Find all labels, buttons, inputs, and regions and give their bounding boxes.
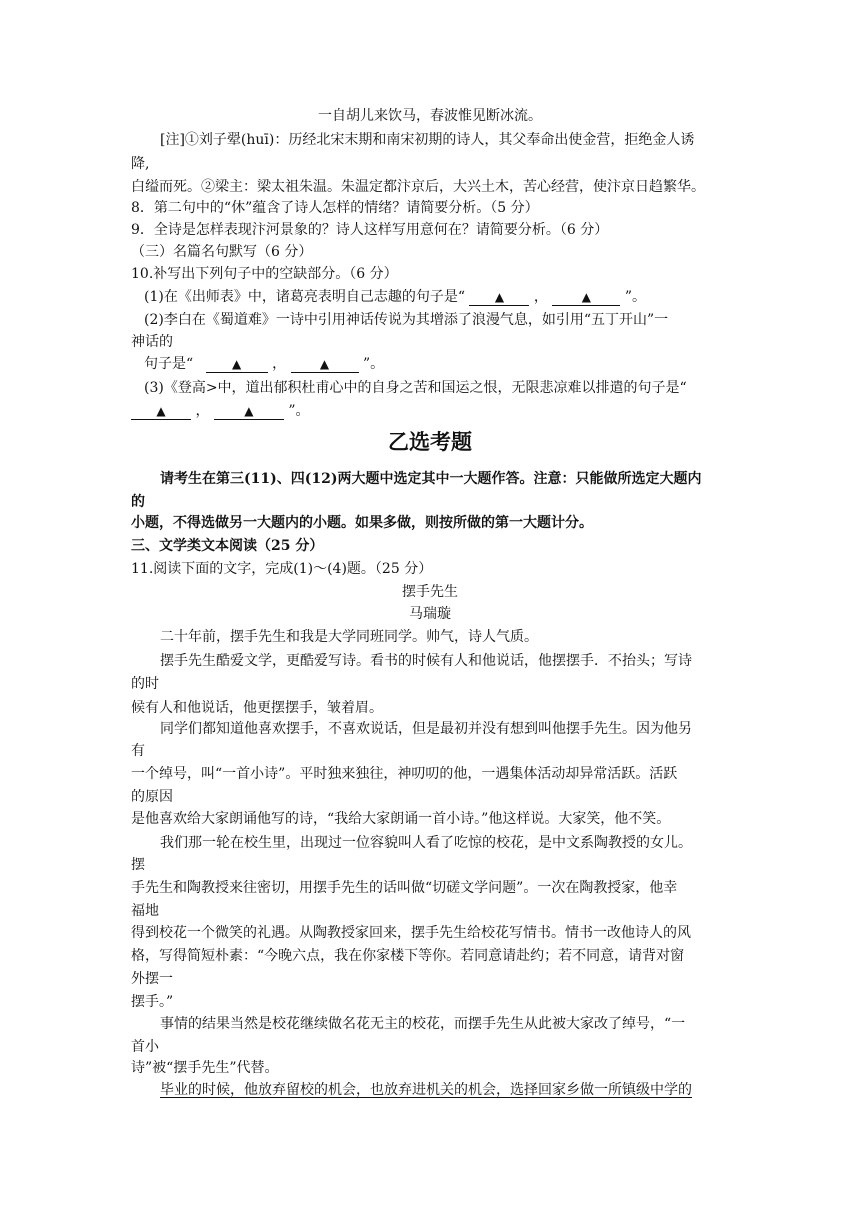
article-line: 我们那一轮在校生里，出现过一位容貌叫人看了吃惊的校花，是中文系陶教授的女儿。	[160, 835, 692, 851]
item3-suffix: ”。	[288, 403, 310, 419]
note-line-2: 白缢而死。②梁主：梁太祖朱温。朱温定都汴京后，大兴土木，苦心经营，使汴京日趋繁华。	[131, 179, 705, 195]
article-line: 摆手。”	[131, 994, 174, 1010]
question-11: 11.阅读下面的文字，完成(1)～(4)题。（25 分）	[131, 561, 433, 577]
question-10-item-3-line-1: (3)《登高>中，道出郁积杜甫心中的自身之苦和国运之恨，无限悲凉难以排遣的句子是“	[144, 380, 687, 396]
article-line: 摆	[131, 857, 145, 873]
article-line: 格，写得简短朴素：“今晚六点，我在你家楼下等你。若同意请赴约；若不同意，请背对窗	[131, 948, 685, 964]
article-line: 首小	[131, 1039, 159, 1055]
question-10-item-1	[144, 287, 646, 307]
item1-prefix: (1)在《出师表》中，诸葛亮表明自己志趣的句子是“	[144, 289, 465, 305]
instructions-line-1b: 的	[131, 494, 145, 510]
section-3-title: （三）名篇名句默写（6 分）	[131, 244, 313, 260]
article-line: 得到校花一个微笑的礼遇。从陶教授家回来，摆手先生给校花写情书。情书一改他诗人的风	[131, 925, 691, 941]
answer-blank[interactable]	[469, 289, 529, 306]
instructions-line-1: 请考生在第三(11)、四(12)两大题中选定其中一大题作答。注意：只能做所选定大题内	[160, 471, 702, 487]
article-line: 的原因	[131, 789, 173, 805]
literary-reading-section: 三、文学类文本阅读（25 分）	[131, 538, 324, 554]
blank-marker-icon: ▲	[494, 290, 505, 304]
blank-marker-icon: ▲	[581, 290, 591, 304]
article-line: 事情的结果当然是校花继续做名花无主的校花，而摆手先生从此被大家改了绰号，“一	[160, 1016, 686, 1032]
article-line: 候有人和他说话，他更摆摆手，皱着眉。	[131, 700, 383, 716]
blank-marker-icon: ▲	[232, 357, 242, 371]
answer-blank[interactable]	[214, 403, 284, 420]
article-line: 一个绰号，叫“一首小诗”。平时独来独往，神叨叨的他，一遇集体活动却异常活跃。活跃	[131, 766, 678, 782]
instructions-line-2: 小题，不得选做另一大题内的小题。如果多做，则按所做的第一大题计分。	[131, 515, 593, 531]
article-line-underlined: 毕业的时候，他放弃留校的机会，也放弃进机关的机会，选择回家乡做一所镇级中学的	[160, 1082, 692, 1098]
question-10-item-3-line-2	[131, 401, 310, 421]
blank-marker-icon: ▲	[156, 404, 166, 418]
note-line-1b: 降,	[131, 156, 150, 172]
poem-last-line: 一自胡儿来饮马，春波惟见断冰流。	[318, 108, 542, 124]
yi-section-title: 乙选考题	[388, 430, 472, 454]
item2-separator: ，	[272, 356, 287, 372]
article-line: 手先生和陶教授来往密切，用摆手先生的话叫做“切磋文学问题”。一次在陶教授家，他幸	[131, 880, 678, 896]
article-author: 马瑞璇	[409, 606, 451, 622]
article-line: 诗”被“摆手先生”代替。	[131, 1060, 279, 1076]
article-line: 外摆一	[131, 971, 173, 987]
question-10-item-2-line-2	[144, 354, 384, 374]
article-line: 摆手先生酷爱文学，更酷爱写诗。看书的时候有人和他说话，他摆摆手．不抬头；写诗	[160, 653, 692, 669]
answer-blank[interactable]	[291, 356, 359, 373]
item1-separator: ，	[533, 289, 548, 305]
answer-blank[interactable]	[552, 289, 620, 306]
article-line: 有	[131, 743, 145, 759]
article-line: 同学们都知道他喜欢摆手，不喜欢说话，但是最初并没有想到叫他摆手先生。因为他另	[160, 721, 692, 737]
item2-suffix: ”。	[362, 356, 385, 372]
article-title: 摆手先生	[402, 584, 458, 600]
answer-blank[interactable]	[131, 403, 191, 420]
question-10-stem: 10.补写出下列句子中的空缺部分。（6 分）	[131, 266, 398, 282]
question-8: 8．第二句中的“休”蕴含了诗人怎样的情绪？请简要分析。（5 分）	[131, 200, 539, 216]
item2-prefix: 句子是“	[144, 356, 194, 372]
blank-marker-icon: ▲	[319, 357, 330, 371]
note-line-1: [注]①刘子翚(huī)：历经北宋末期和南宋初期的诗人，其父奉命出使金营，拒绝金人诱	[160, 132, 695, 148]
item3-separator: ，	[195, 403, 210, 419]
blank-marker-icon: ▲	[244, 404, 254, 418]
question-9: 9．全诗是怎样表现汴河景象的？诗人这样写用意何在？请简要分析。（6 分）	[131, 222, 609, 238]
question-10-item-2-line-1: (2)李白在《蜀道难》一诗中引用神话传说为其增添了浪漫气息，如引用“五丁开山”一	[144, 312, 669, 328]
article-line: 是他喜欢给大家朗诵他写的诗，“我给大家朗诵一首小诗。”他这样说。大家笑，他不笑。	[131, 811, 671, 827]
item1-suffix: ”。	[624, 289, 646, 305]
question-10-item-2-line-1b: 神话的	[131, 334, 173, 350]
article-line: 的时	[131, 676, 159, 692]
article-line: 二十年前，摆手先生和我是大学同班同学。帅气，诗人气质。	[160, 629, 538, 645]
article-line: 福地	[131, 903, 159, 919]
answer-blank[interactable]	[206, 356, 268, 373]
